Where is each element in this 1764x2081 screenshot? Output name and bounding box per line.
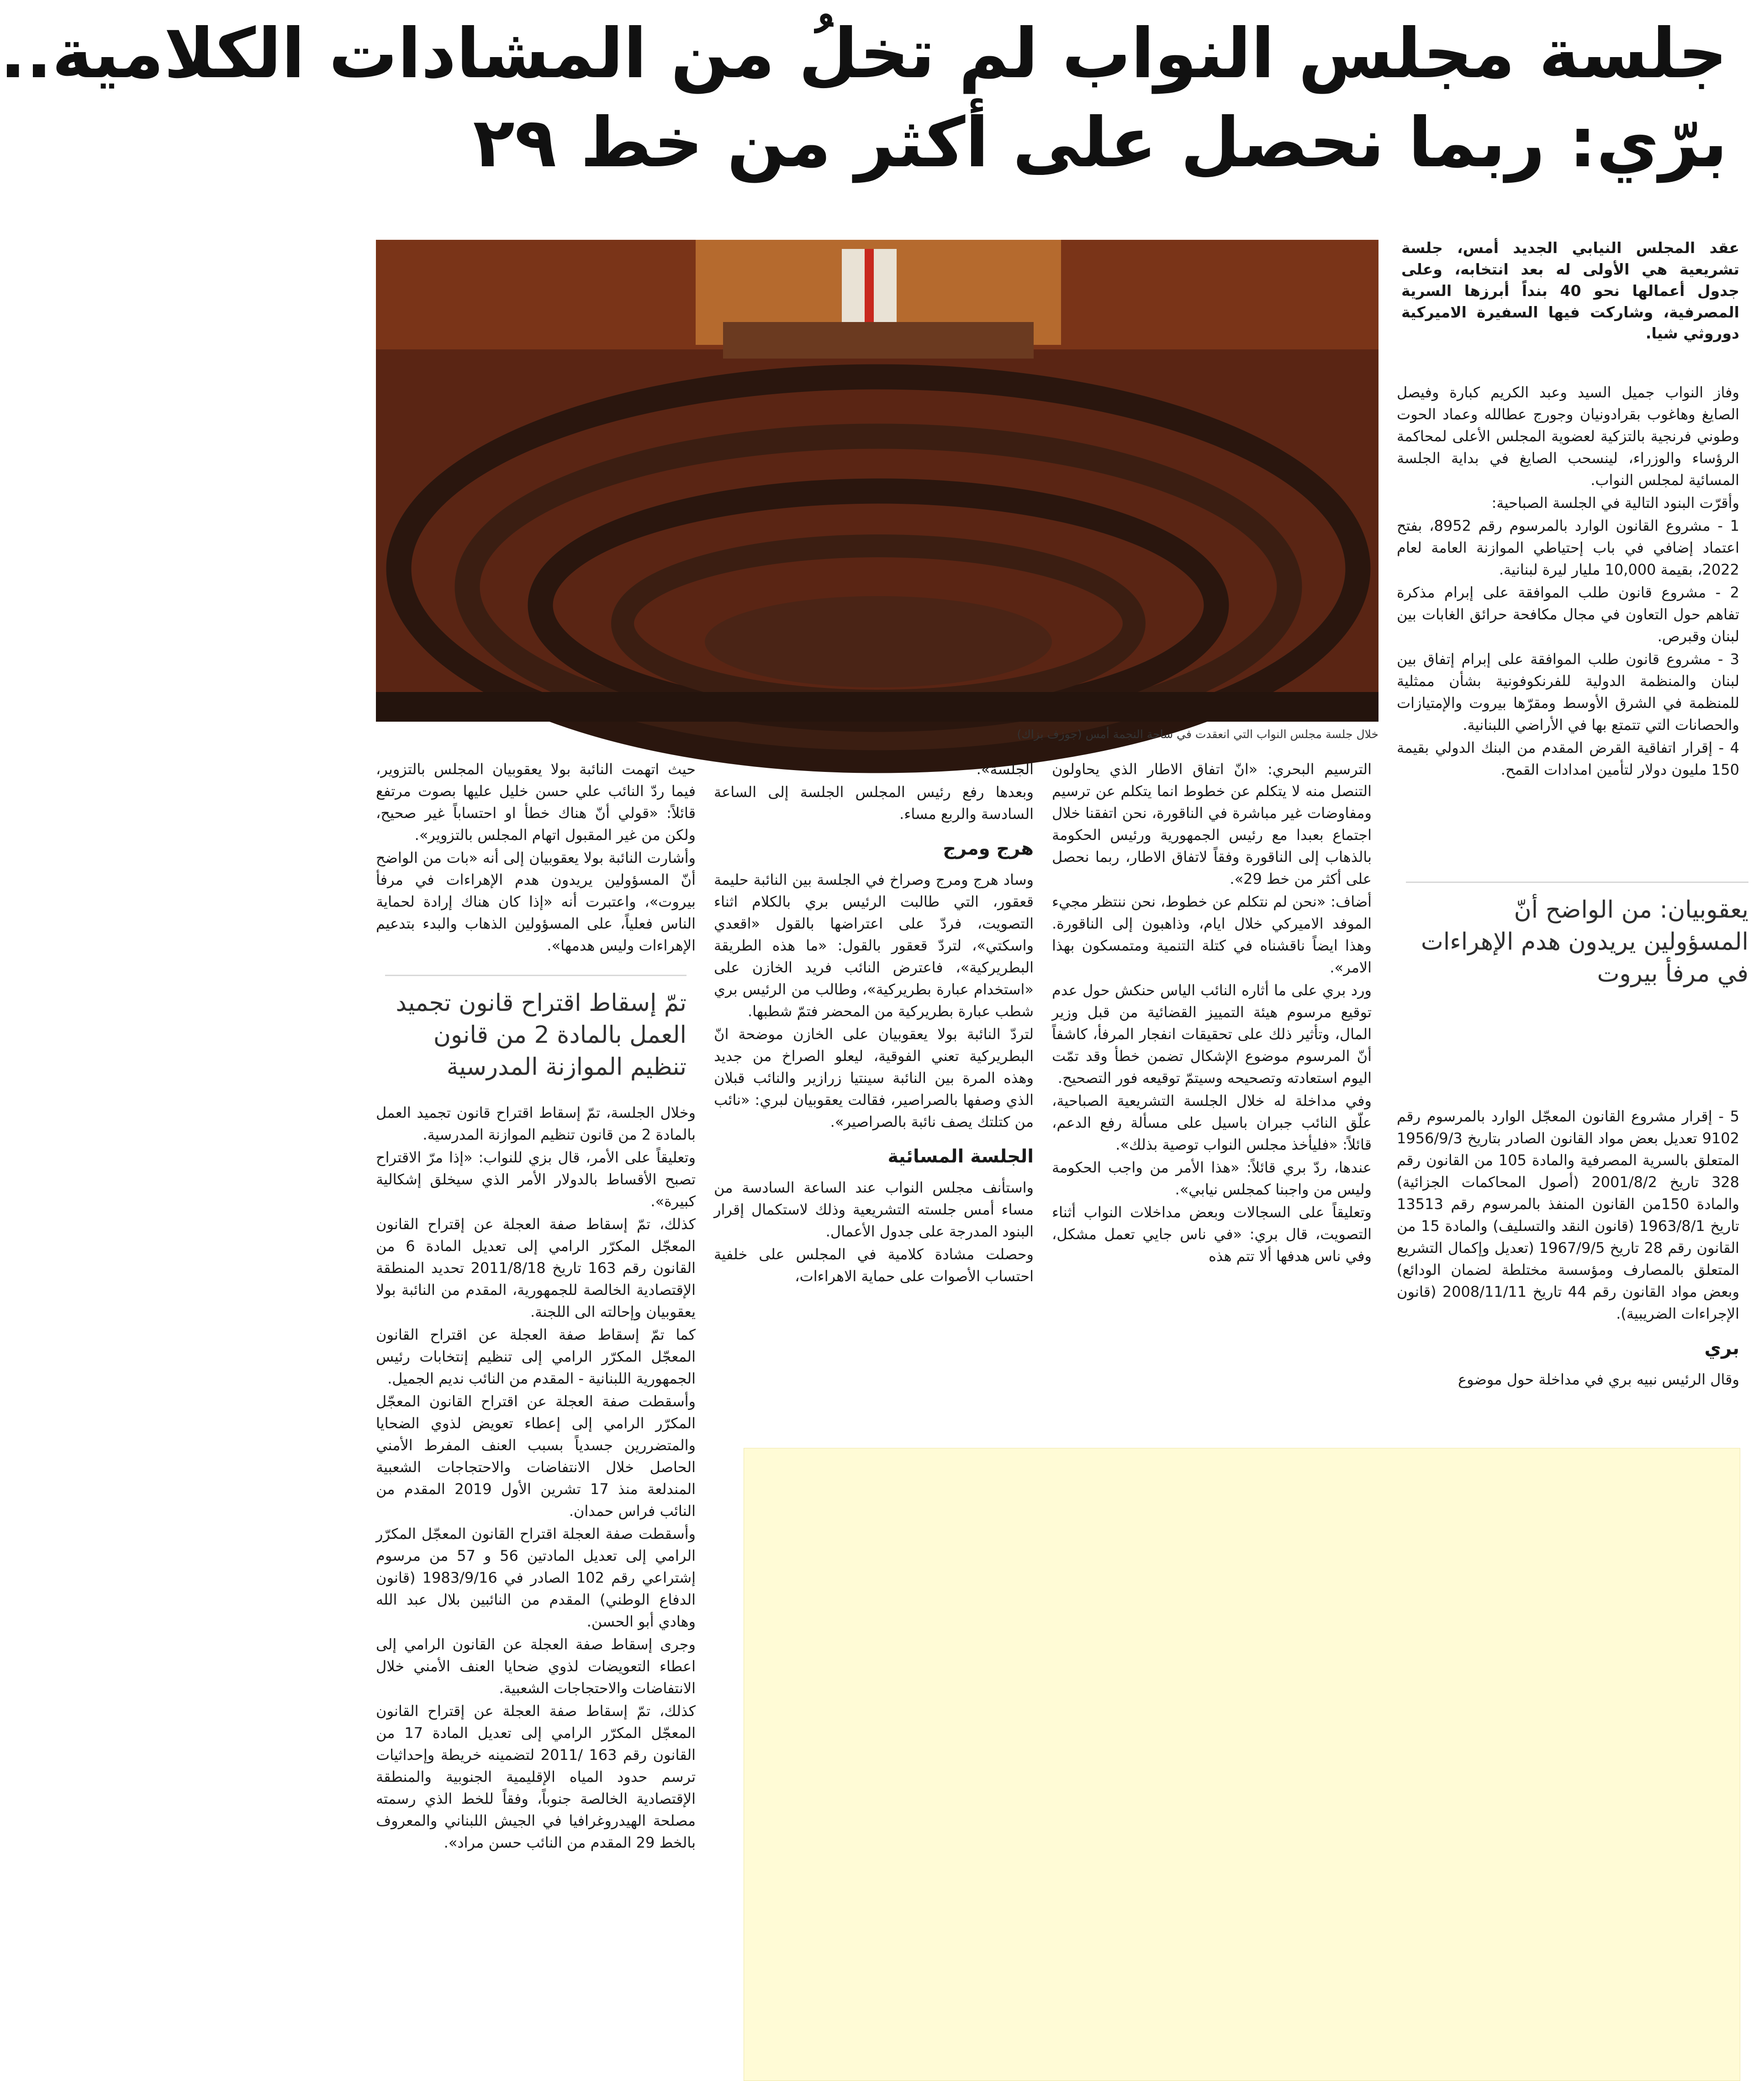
paragraph: وخلال الجلسة، تمّ إسقاط اقتراح قانون تجميد العمل بالمادة 2 من قانون تنظيم الموازنة المدرسية. [376,1104,696,1143]
paragraph: وحصلت مشادة كلامية في المجلس على خلفية احتساب الأصوات على حماية الاهراءات، [714,1246,1034,1285]
paragraph: وقال الرئيس نبيه بري في مداخلة حول موضوع [1458,1371,1739,1388]
paragraph: 5 - إقرار مشروع القانون المعجّل الوارد بالمرسوم رقم 9102 تعديل بعض مواد القانون الصادر بتاريخ 1956/9/3 المتعلق بالسرية المصرفية والمادة 105 من القانون رقم 328 تاريخ 2001/8/2 (أصول المحاكمات الجزائية) والمادة 150من القانون المنفذ بالمرسوم رقم 13513 تاريخ 1963/8/1 (قانون النقد والتسليف) والمادة 15 من القانون رقم 28 تاريخ 1967/9/5 (تعديل وإكمال التشريع المتعلق بالمصارف ومؤسسة مختلطة لضمان الودائع) وبعض مواد القانون رقم 44 تاريخ 2008/11/11 (قانون الإجراءات الضريبية). [1397,1108,1740,1322]
paragraph: وتعليقاً على السجالات وبعض مداخلات النواب أثناء التصويت، قال بري: «في ناس جايي تعمل مشكل، وفي ناس هدفها ألا تتم هذه [1052,1204,1372,1265]
paragraph: حيث اتهمت النائبة بولا يعقوبيان المجلس بالتزوير، فيما ردّ النائب علي حسن خليل عليها بصوت مرتفع قائلاً: «قولي أنّ هناك خطأ او احتساباً غير صحيح، ولكن من غير المقبول اتهام المجلس بالتزوير». [376,761,696,844]
headline-line-2: برّي: ربما نحصل على أكثر من خط ٢٩ [473,103,1727,183]
paragraph: وفاز النواب جميل السيد وعبد الكريم كبارة وفيصل الصايغ وهاغوب بقرادونيان وجورج عطالله وعماد الحوت وطوني فرنجية بالتزكية لعضوية المجلس الأعلى لمحاكمة الرؤساء والوزراء، لينسحب الصايغ في بداية الجلسة المسائية لمجلس النواب. [1397,384,1739,489]
headline-line-1: جلسة مجلس النواب لم تخلُ من المشادات الكلامية.. [0,14,1727,94]
paragraph: الجلسة». [976,761,1034,778]
article-column-1 [1397,381,1739,852]
paragraph: وبعدها رفع رئيس المجلس الجلسة إلى الساعة السادسة والربع مساء. [714,783,1034,823]
photo-caption: خلال جلسة مجلس النواب التي انعقدت في ساحة النجمة أمس (جوزف بزاك) [1017,728,1378,741]
paragraph: الترسيم البحري: «انّ اتفاق الاطار الذي يحاولون التنصل منه لا يتكلم عن خطوط انما يتكلم عن ترسيم ومفاوضات غير مباشرة في الناقورة، نحن اتفقنا خلال اجتماع بعبدا مع رئيس الجمهورية ورئيس الحكومة بالذهاب إلى الناقورة وفقاً لاتفاق الاطار، ربما نحصل على أكثر من خط 29». [1052,761,1372,887]
paragraph: كذلك، تمّ إسقاط صفة العجلة عن إقتراح القانون المعجّل المكرّر الرامي إلى تعديل المادة 6 من القانون رقم 163 تاريخ 2011/8/18 تحديد المنطقة الإقتصادية الخالصة للجمهورية، المقدم من النائبة بولا يعقوبيان وإحالته الى اللجنة. [376,1215,696,1320]
paragraph: عندها، ردّ بري قائلاً: «هذا الأمر من واجب الحكومة وليس من واجبنا كمجلس نيابي». [1052,1159,1372,1198]
article-column-1-continued [1397,1105,1739,1421]
subheading-berri: بري [1704,1338,1739,1359]
paragraph: 2 - مشروع قانون طلب الموافقة على إبرام مذكرة تفاهم حول التعاون في مجال مكافحة حرائق الغابات بين لبنان وقبرص. [1397,584,1739,645]
article-lede: عقد المجلس النيابي الجديد أمس، جلسة تشريعية هي الأولى له بعد انتخابه، وعلى جدول أعمالها نحو 40 بنداً أبرزها السرية المصرفية، وشاركت فيها السفيرة الاميركية دوروثي شيا. [1401,239,1739,343]
paragraph: لتردّ النائبة بولا يعقوبيان على الخازن موضحة انّ البطريركية تعني الفوقية، ليعلو الصراخ من جديد وهذه المرة بين النائبة سينتيا زرازير والنائب قبلان الذي وصفها بالصراصير، فقالت يعقوبيان لبري: «نائب من كتلتك يصف نائبة بالصراصير». [714,1025,1034,1130]
article-column-3 [714,758,1034,1452]
paragraph: 1 - مشروع القانون الوارد بالمرسوم رقم 8952، بفتح اعتماد إضافي في باب إحتياطي الموازنة العامة لعام 2022، بقيمة 10,000 مليار ليرة لبنانية. [1397,517,1740,578]
pull-quote-school-budget: تمّ إسقاط اقتراح قانون تجميد العمل بالمادة 2 من قانون تنظيم الموازنة المدرسية [385,975,687,1083]
article-column-2 [1052,758,1372,1452]
paragraph: وأسقطت صفة العجلة اقتراح القانون المعجّل المكرّر الرامي إلى تعديل المادتين 56 و 57 من مرسوم إشتراعي رقم 102 الصادر في 1983/9/16 (قانون الدفاع الوطني) المقدم من النائبين بلال عبد الله وهادي أبو الحسن. [376,1525,696,1630]
paragraph: وفي مداخلة له خلال الجلسة التشريعية الصباحية، علّق النائب جبران باسيل على مسألة رفع الدعم، قائلاً: «فليأخذ مجلس النواب توصية بذلك». [1052,1092,1372,1153]
paragraph: وساد هرج ومرج وصراخ في الجلسة بين النائبة حليمة قعقور، التي طالبت الرئيس بري بالكلام اثناء التصويت، فردّ على اعتراضها بالقول «اقعدي واسكتي»، لتردّ قعقور بالقول: «ما هذه الطريقة البطريركية»، فاعترض النائب فريد الخازن على «استخدام عبارة بطريركية»، وطالب من الرئيس بري شطب عبارة بطريركية من المحضر فتمّ شطبها. [714,871,1034,1020]
article-column-4 [376,758,696,2074]
paragraph: ورد بري على ما أثاره النائب الياس حنكش حول عدم توقيع مرسوم هيئة التمييز القضائية من قبل وزير المال، وتأثير ذلك على تحقيقات انفجار المرفأ، كاشفاً أنّ المرسوم موضوع الإشكال تضمن خطأ وقد تمّت اليوم استعادته وتصحيحه وسيتمّ توقيعه فور التصحيح. [1052,982,1372,1087]
paragraph: وتعليقاً على الأمر، قال بزي للنواب: «إذا مرّ الاقتراح تصبح الأقساط بالدولار الأمر الذي سيخلق إشكالية كبيرة». [376,1148,696,1210]
subheading-evening-session: الجلسة المسائية [887,1146,1034,1167]
advertisement-placeholder [744,1448,1740,2081]
paragraph: وأقرّت البنود التالية في الجلسة الصباحية: [1491,494,1739,512]
paragraph: وجرى إسقاط صفة العجلة عن القانون الرامي إلى اعطاء التعويضات لذوي ضحايا العنف الأمني خلال الانتفاضات والاحتجاجات الشعبية. [376,1635,696,1697]
paragraph: وأشارت النائبة بولا يعقوبيان إلى أنه «بات من الواضح أنّ المسؤولين يريدون هدم الإهراءات في مرفأ بيروت»، واعتبرت أنه «إذا كان هناك إرادة لحماية الناس فعلياً، على المسؤولين الذهاب والبدء بتدعيم الإهراءات وليس هدمها». [376,849,696,954]
parliament-hall-illustration [376,240,1378,722]
paragraph: أضاف: «نحن لم نتكلم عن خطوط، نحن ننتظر مجيء الموفد الاميركي خلال ايام، وذاهبون إلى الناقورة. وهذا ايضاً ناقشناه في كتلة التنمية ومتمسكون بهذا الامر». [1052,893,1372,976]
paragraph: 4 - إقرار اتفاقية القرض المقدم من البنك الدولي بقيمة 150 مليون دولار لتأمين امدادات القمح. [1397,739,1739,778]
paragraph: كما تمّ إسقاط صفة العجلة عن اقتراح القانون المعجّل المكرّر الرامي إلى تنظيم إنتخابات رئيس الجمهورية اللبنانية - المقدم من النائب نديم الجميل. [376,1326,696,1387]
paragraph: 3 - مشروع قانون طلب الموافقة على إبرام إتفاق بين لبنان والمنظمة الدولية للفرنكوفونية بشأن ممثلية للمنظمة في الشرق الأوسط ومقرّها بيروت والإمتيازات والحصانات التي تتمتع بها في الأراضي اللبنانية. [1397,650,1739,734]
paragraph: كذلك، تمّ إسقاط صفة العجلة عن إقتراح القانون المعجّل المكرّر الرامي إلى تعديل المادة 17 من القانون رقم 163 /2011 لتضمينه خريطة وإحداثيات ترسم حدود المياه الإقليمية الجنوبية والمنطقة الإقتصادية الخالصة جنوباً، وفقاً للخط الذي رسمته مصلحة الهيدروغرافيا في الجيش اللبناني والمعروف بالخط 29 المقدم من النائب حسن مراد». [376,1702,696,1851]
parliament-session-photo [376,240,1378,722]
subheading-chaos: هرج ومرج [943,838,1034,859]
pull-quote-yacoubian: يعقوبيان: من الواضح أنّ المسؤولين يريدون هدم الإهراءات في مرفأ بيروت [1406,882,1748,990]
paragraph: واستأنف مجلس النواب عند الساعة السادسة من مساء أمس جلسته التشريعية وذلك لاستكمال إقرار البنود المدرجة على جدول الأعمال. [714,1179,1034,1240]
paragraph: وأسقطت صفة العجلة عن اقتراح القانون المعجّل المكرّر الرامي إلى إعطاء تعويض لذوي الضحايا والمتضررين جسدياً بسبب العنف المفرط الأمني الحاصل خلال الانتفاضات والاحتجاجات الشعبية المندلعة منذ 17 تشرين الأول 2019 المقدم من النائب فراس حمدان. [376,1392,696,1520]
